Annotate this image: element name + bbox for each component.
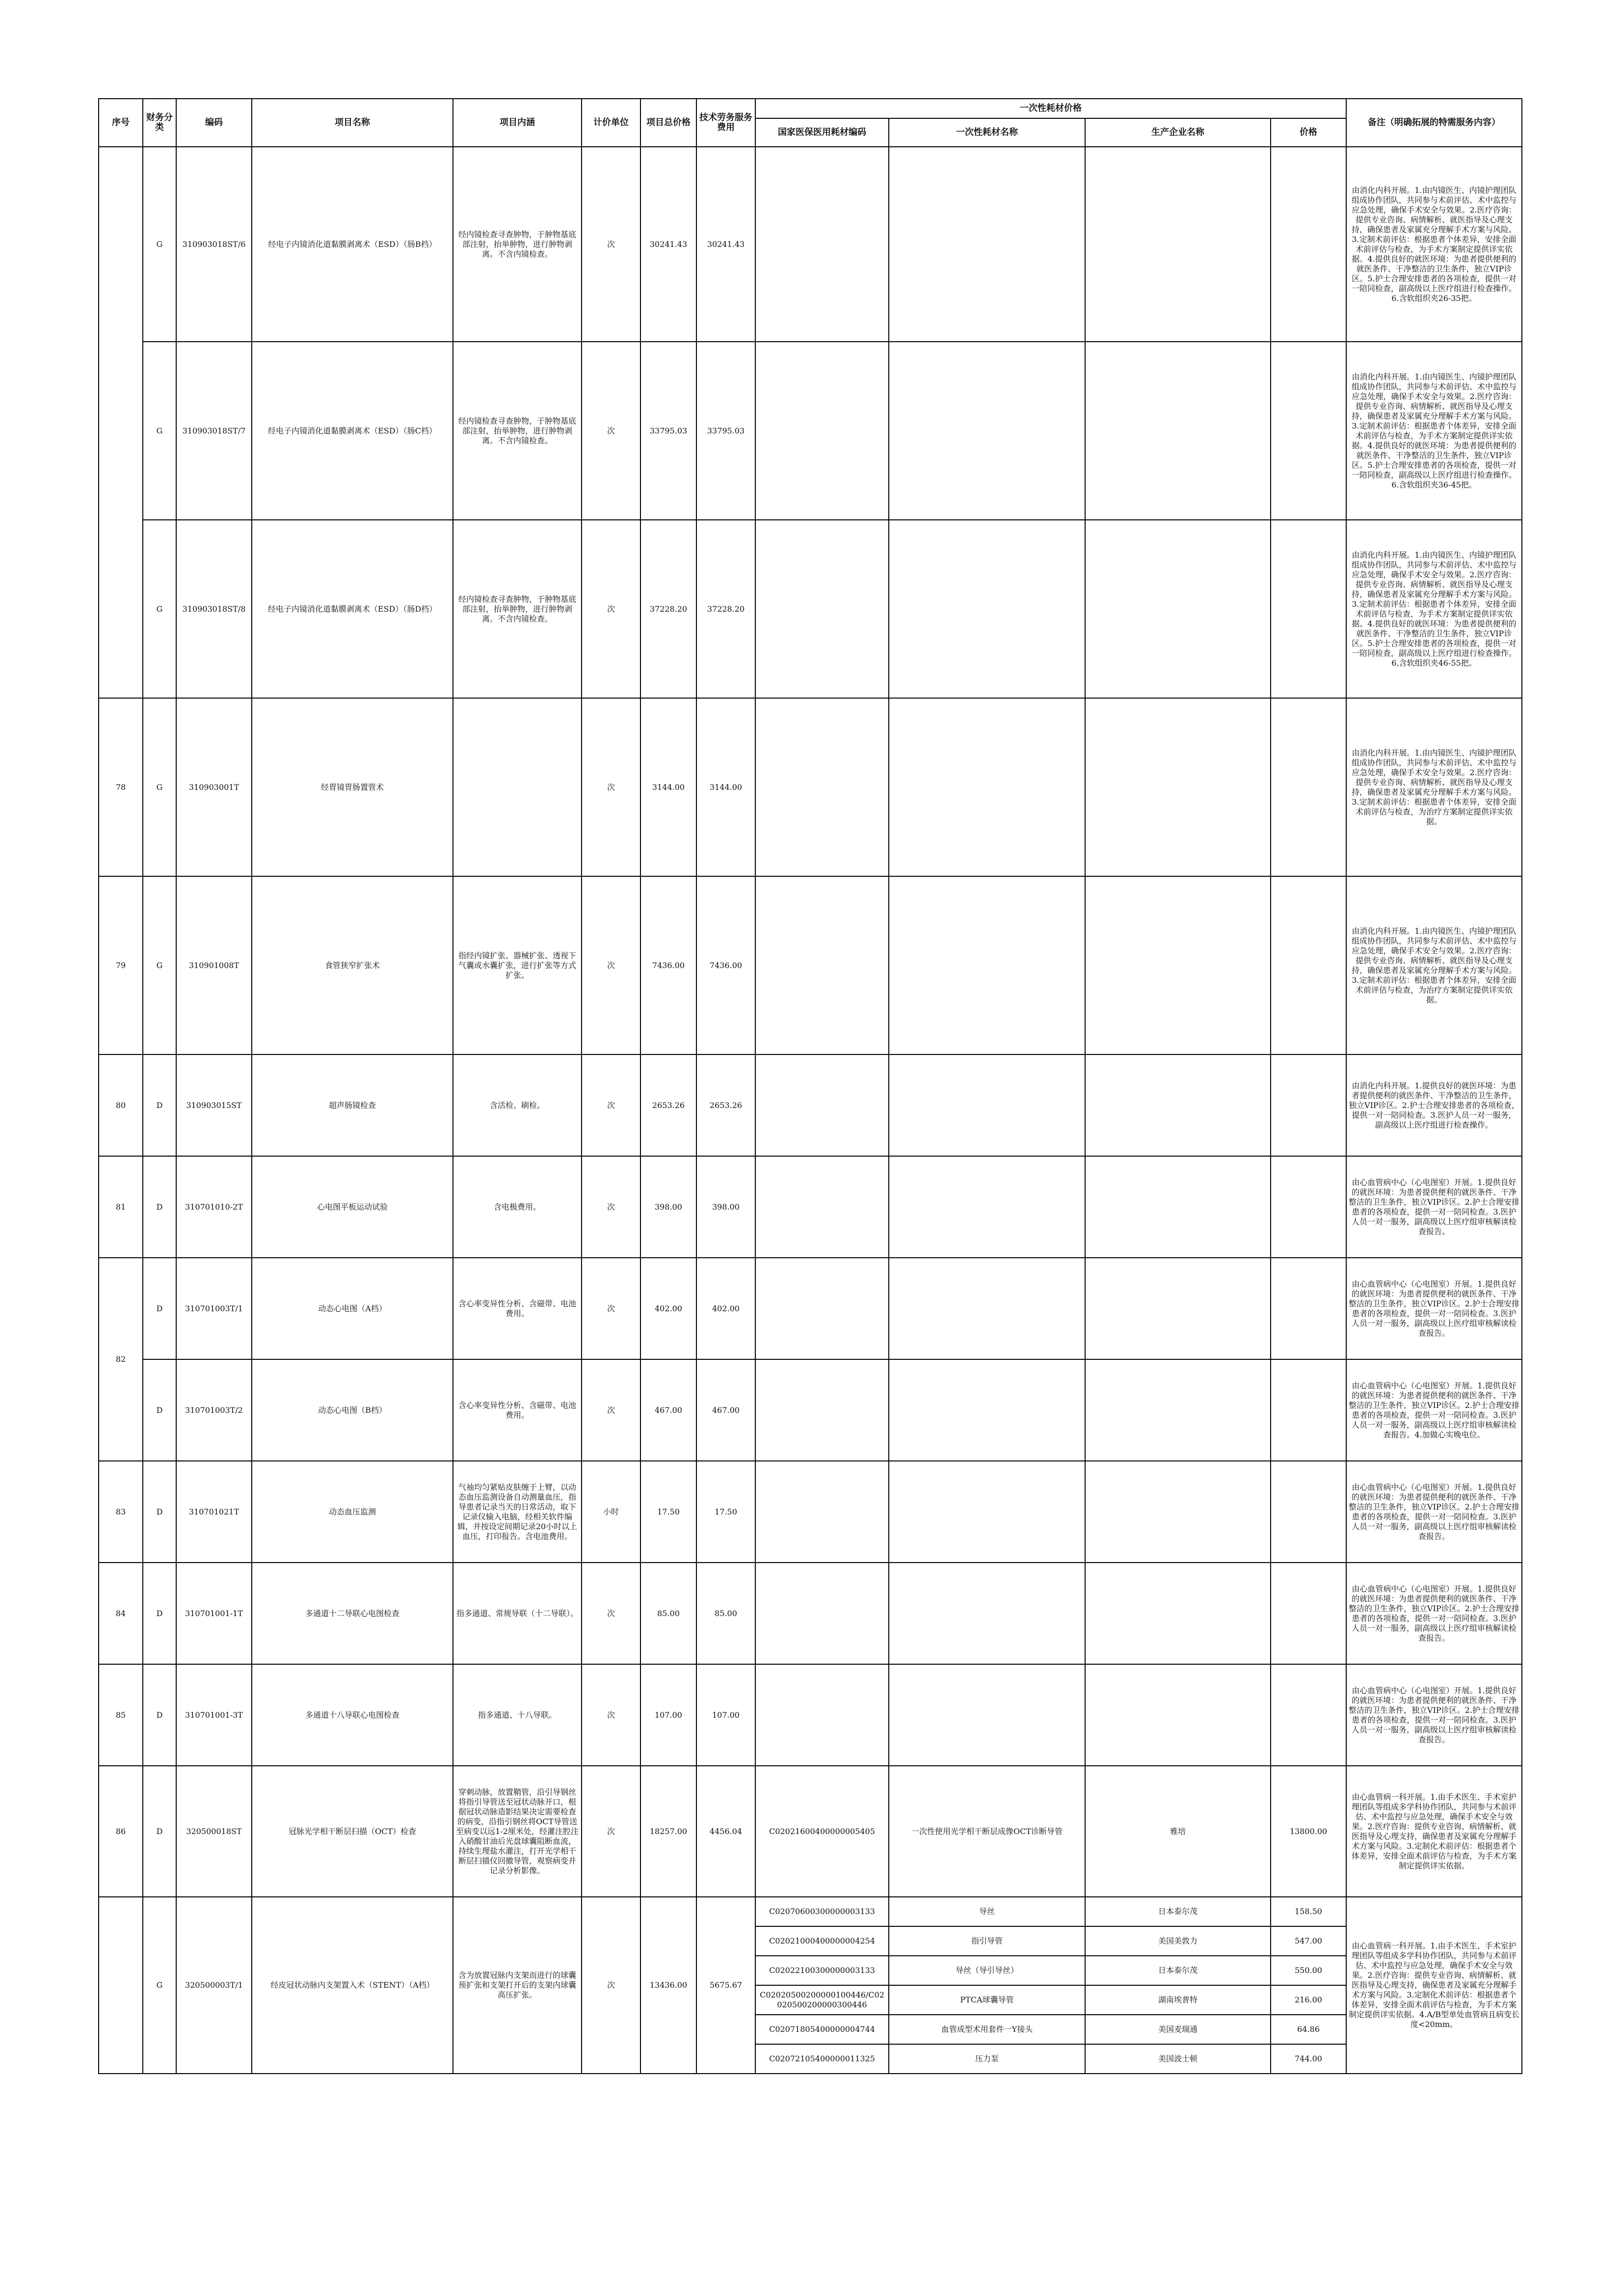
row-manufacturer: 美国波士顿	[1085, 2044, 1271, 2074]
row-code: 310701001-3T	[176, 1664, 252, 1766]
row-finance: G	[143, 1897, 176, 2074]
row-name: 心电图平板运动试验	[252, 1156, 453, 1258]
row-content: 指多通道、十八导联。	[453, 1664, 582, 1766]
row-content: 经内镜检查寻查肿物，于肿物基底部注射，抬举肿物，进行肿物剥离。不含内镜检查。	[453, 147, 582, 342]
row-nhsa-code: C02021000400000004254	[755, 1926, 889, 1956]
row-price: 550.00	[1271, 1956, 1346, 1985]
row-finance: G	[143, 876, 176, 1054]
row-nhsa-code: C02072105400000011325	[755, 2044, 889, 2074]
row-content: 指多通道、常规导联（十二导联）。	[453, 1563, 582, 1664]
row-name: 动态心电图（A档）	[252, 1258, 453, 1359]
row-content: 指经内镜扩张、器械扩张、透视下气囊或水囊扩张，进行扩张等方式扩张。	[453, 876, 582, 1054]
row-name: 经皮冠状动脉内支架置入术（STENT）（A档）	[252, 1897, 453, 2074]
row-code: 320500003T/1	[176, 1897, 252, 2074]
header-consumable-group: 一次性耗材价格	[755, 99, 1346, 118]
row-price	[1271, 1664, 1346, 1766]
row-price: 13800.00	[1271, 1766, 1346, 1897]
table-row	[99, 698, 1522, 876]
row-nhsa-code	[755, 1563, 889, 1664]
row-total: 85.00	[640, 1563, 696, 1664]
row-name: 经胃镜胃肠置管术	[252, 698, 453, 876]
row-seq: 78	[99, 698, 143, 876]
row-manufacturer	[1085, 1258, 1271, 1359]
row-code: 310903001T	[176, 698, 252, 876]
row-consumable-name: 指引导管	[889, 1926, 1085, 1956]
row-nhsa-code: C02071805400000004744	[755, 2015, 889, 2044]
row-labor: 37228.20	[696, 520, 755, 698]
row-name: 经电子内镜消化道黏膜剥离术（ESD）（肠D档）	[252, 520, 453, 698]
row-consumable-name	[889, 1359, 1085, 1461]
row-price	[1271, 147, 1346, 342]
row-manufacturer: 雅培	[1085, 1766, 1271, 1897]
table-row	[99, 1156, 1522, 1258]
row-finance: G	[143, 520, 176, 698]
row-nhsa-code	[755, 1664, 889, 1766]
row-unit: 次	[582, 1766, 640, 1897]
row-total: 107.00	[640, 1664, 696, 1766]
row-manufacturer	[1085, 1563, 1271, 1664]
header-code: 编码	[176, 99, 252, 147]
row-price: 547.00	[1271, 1926, 1346, 1956]
row-price	[1271, 342, 1346, 520]
row-unit: 次	[582, 698, 640, 876]
row-finance: D	[143, 1664, 176, 1766]
row-name: 食管狭窄扩张术	[252, 876, 453, 1054]
row-seq: 86	[99, 1766, 143, 1897]
row-nhsa-code: C02022100300000003133	[755, 1956, 889, 1985]
row-remark: 由消化内科开展。1.由内镜医生、内镜护理团队组成协作团队，共同参与术前评估、术中监控与应急处理，确保手术安全与效果。2.医疗咨询：提供专业咨询、病情解析、就医指导及心理支持，确保患者及家属充分理解手术方案与风险。3.定制术前评估：根据患者个体差异，安排全面术前评估与检查，为手术方案制定提供详实依据。4.提供良好的就医环境：为患者提供便利的就医条件、干净整洁的卫生条件，独立VIP诊区。5.护士合理安排患者的各项检查，提供一对一陪同检查，副高级以上医疗组进行检查操作。6.含软组织夹46-55把。	[1346, 520, 1522, 698]
row-unit: 次	[582, 876, 640, 1054]
row-finance: D	[143, 1766, 176, 1897]
row-finance: D	[143, 1258, 176, 1359]
row-nhsa-code	[755, 1054, 889, 1156]
table-row	[99, 876, 1522, 1054]
row-unit: 次	[582, 147, 640, 342]
row-nhsa-code	[755, 1359, 889, 1461]
row-name: 超声肠镜检查	[252, 1054, 453, 1156]
row-manufacturer	[1085, 876, 1271, 1054]
header-price: 价格	[1271, 118, 1346, 147]
row-content: 含活检、刷检。	[453, 1054, 582, 1156]
header-consumable-name: 一次性耗材名称	[889, 118, 1085, 147]
row-price	[1271, 1359, 1346, 1461]
row-content: 经内镜检查寻查肿物，于肿物基底部注射，抬举肿物，进行肿物剥离。不含内镜检查。	[453, 342, 582, 520]
row-manufacturer	[1085, 1054, 1271, 1156]
row-seq: 80	[99, 1054, 143, 1156]
row-total: 467.00	[640, 1359, 696, 1461]
row-price	[1271, 876, 1346, 1054]
row-remark: 由心血管病一科开展。1.由手术医生、手术室护理团队等组成多学科协作团队，共同参与术前评估、术中监控与应急处理，确保手术安全与效果。2.医疗咨询：提供专业咨询、病情解析、就医指导及心理支持，确保患者及家属充分理解手术方案与风险。3.定制化术前评估：根据患者个体差异，安排全面术前评估与检查，为手术方案制定提供详实依据。	[1346, 1766, 1522, 1897]
row-total: 402.00	[640, 1258, 696, 1359]
row-code: 310903018ST/8	[176, 520, 252, 698]
row-price: 216.00	[1271, 1985, 1346, 2015]
row-seq: 81	[99, 1156, 143, 1258]
row-manufacturer	[1085, 1156, 1271, 1258]
row-name: 多通道十八导联心电图检查	[252, 1664, 453, 1766]
row-total: 3144.00	[640, 698, 696, 876]
header-labor: 技术劳务服务费用	[696, 99, 755, 147]
row-content: 含心率变异性分析、含磁带、电池费用。	[453, 1258, 582, 1359]
row-seq: 82	[99, 1258, 143, 1461]
row-nhsa-code: C02070600300000003133	[755, 1897, 889, 1926]
row-name: 动态心电图（B档）	[252, 1359, 453, 1461]
row-manufacturer: 美国美敦力	[1085, 1926, 1271, 1956]
table-row	[99, 1258, 1522, 1359]
row-nhsa-code: C02021600400000005405	[755, 1766, 889, 1897]
row-unit: 次	[582, 1156, 640, 1258]
row-content: 经内镜检查寻查肿物，于肿物基底部注射，抬举肿物，进行肿物剥离。不含内镜检查。	[453, 520, 582, 698]
row-finance: G	[143, 342, 176, 520]
row-seq: 84	[99, 1563, 143, 1664]
row-content: 穿刺动脉，放置鞘管，沿引导钢丝将指引导管送至冠状动脉开口，根据冠状动脉造影结果决定需要检查的病变，沿指引钢丝将OCT导管送至病变以远1-2厘米处，经灌注腔注入硝酸甘油后光盘球囊阻断血流，持续生理盐水灌注，打开光学相干断层扫描仪回撤导管，观察病变并记录分析影像。	[453, 1766, 582, 1897]
row-total: 18257.00	[640, 1766, 696, 1897]
row-consumable-name: 血管成型术用套件一Y接头	[889, 2015, 1085, 2044]
row-nhsa-code	[755, 520, 889, 698]
row-manufacturer	[1085, 147, 1271, 342]
row-labor: 4456.04	[696, 1766, 755, 1897]
row-finance: G	[143, 147, 176, 342]
row-content: 气袖均匀紧贴皮肤缠于上臂，以动态血压监测设备自动测量血压，指导患者记录当天的日常活动，取下记录仪输入电脑，经相关软件编辑，并按设定间期记录20小时以上血压，打印报告。含电池费用。	[453, 1461, 582, 1563]
row-remark: 由心血管病中心（心电图室）开展。1.提供良好的就医环境：为患者提供便利的就医条件、干净整洁的卫生条件，独立VIP诊区。2.护士合理安排患者的各项检查，提供一对一陪同检查。3.医护人员一对一服务，副高级以上医疗组审核解读检查报告。	[1346, 1461, 1522, 1563]
row-nhsa-code	[755, 876, 889, 1054]
row-price	[1271, 1461, 1346, 1563]
row-code: 310901008T	[176, 876, 252, 1054]
row-name: 经电子内镜消化道黏膜剥离术（ESD）（肠C档）	[252, 342, 453, 520]
row-remark: 由消化内科开展。1.由内镜医生、内镜护理团队组成协作团队，共同参与术前评估、术中监控与应急处理，确保手术安全与效果。2.医疗咨询：提供专业咨询、病情解析、就医指导及心理支持，确保患者及家属充分理解手术方案与风险。3.定制术前评估：根据患者个体差异，安排全面术前评估与检查，为治疗方案制定提供详实依据。	[1346, 698, 1522, 876]
header-seq: 序号	[99, 99, 143, 147]
header-content: 项目内涵	[453, 99, 582, 147]
row-consumable-name: 导丝	[889, 1897, 1085, 1926]
row-consumable-name	[889, 1156, 1085, 1258]
table-row	[99, 1897, 1522, 1926]
row-labor: 7436.00	[696, 876, 755, 1054]
row-consumable-name	[889, 1461, 1085, 1563]
row-consumable-name	[889, 698, 1085, 876]
row-price	[1271, 1563, 1346, 1664]
row-labor: 107.00	[696, 1664, 755, 1766]
header-name: 项目名称	[252, 99, 453, 147]
price-table	[98, 98, 1522, 2074]
row-seq: 85	[99, 1664, 143, 1766]
row-finance: D	[143, 1563, 176, 1664]
row-remark: 由心血管病中心（心电图室）开展。1.提供良好的就医环境：为患者提供便利的就医条件、干净整洁的卫生条件，独立VIP诊区。2.护士合理安排患者的各项检查，提供一对一陪同检查。3.医护人员一对一服务，副高级以上医疗组审核解读检查报告。	[1346, 1563, 1522, 1664]
row-remark: 由消化内科开展。1.由内镜医生、内镜护理团队组成协作团队，共同参与术前评估、术中监控与应急处理，确保手术安全与效果。2.医疗咨询：提供专业咨询、病情解析、就医指导及心理支持，确保患者及家属充分理解手术方案与风险。3.定制术前评估：根据患者个体差异，安排全面术前评估与检查，为手术方案制定提供详实依据。4.提供良好的就医环境：为患者提供便利的就医条件、干净整洁的卫生条件，独立VIP诊区。5.护士合理安排患者的各项检查，提供一对一陪同检查，副高级以上医疗组进行检查操作。6.含软组织夹26-35把。	[1346, 147, 1522, 342]
row-price	[1271, 698, 1346, 876]
row-unit: 次	[582, 342, 640, 520]
row-name: 多通道十二导联心电图检查	[252, 1563, 453, 1664]
row-consumable-name	[889, 342, 1085, 520]
header-nhsa-code: 国家医保医用耗材编码	[755, 118, 889, 147]
row-total: 30241.43	[640, 147, 696, 342]
row-remark: 由心血管病中心（心电图室）开展。1.提供良好的就医环境：为患者提供便利的就医条件、干净整洁的卫生条件，独立VIP诊区。2.护士合理安排患者的各项检查，提供一对一陪同检查。3.医护人员一对一服务，副高级以上医疗组审核解读检查报告。4.加做心实晚电位。	[1346, 1359, 1522, 1461]
row-unit: 次	[582, 1563, 640, 1664]
header-remark: 备注（明确拓展的特需服务内容）	[1346, 99, 1522, 147]
row-consumable-name	[889, 1054, 1085, 1156]
header-manufacturer: 生产企业名称	[1085, 118, 1271, 147]
row-remark: 由心血管病一科开展。1.由手术医生、手术室护理团队等组成多学科协作团队，共同参与术前评估、术中监控与应急处理，确保手术安全与效果。2.医疗咨询：提供专业咨询、病情解析、就医指导及心理支持，确保患者及家属充分理解手术方案与风险。3.定制化术前评估：根据患者个体差异，安排全面术前评估与检查，为手术方案制定提供详实依据。4.A/B型单处血管病且病变长度<20mm。	[1346, 1897, 1522, 2074]
row-price	[1271, 1054, 1346, 1156]
row-manufacturer: 美国麦瑞通	[1085, 2015, 1271, 2044]
row-unit: 次	[582, 1359, 640, 1461]
row-price: 64.86	[1271, 2015, 1346, 2044]
row-name: 动态血压监测	[252, 1461, 453, 1563]
row-code: 310701001-1T	[176, 1563, 252, 1664]
row-manufacturer	[1085, 520, 1271, 698]
row-labor: 2653.26	[696, 1054, 755, 1156]
row-unit: 次	[582, 520, 640, 698]
row-total: 398.00	[640, 1156, 696, 1258]
row-name: 冠脉光学相干断层扫描（OCT）检查	[252, 1766, 453, 1897]
row-labor: 402.00	[696, 1258, 755, 1359]
row-unit: 次	[582, 1258, 640, 1359]
row-price	[1271, 1258, 1346, 1359]
row-total: 13436.00	[640, 1897, 696, 2074]
row-remark: 由心血管病中心（心电图室）开展。1.提供良好的就医环境：为患者提供便利的就医条件、干净整洁的卫生条件，独立VIP诊区。2.护士合理安排患者的各项检查，提供一对一陪同检查。3.医护人员一对一服务，副高级以上医疗组审核解读检查报告。	[1346, 1664, 1522, 1766]
header-unit: 计价单位	[582, 99, 640, 147]
row-unit: 小时	[582, 1461, 640, 1563]
table-row	[99, 1766, 1522, 1897]
table-row	[99, 147, 1522, 342]
table-row	[99, 1054, 1522, 1156]
row-remark: 由消化内科开展。1.由内镜医生、内镜护理团队组成协作团队，共同参与术前评估、术中监控与应急处理，确保手术安全与效果。2.医疗咨询：提供专业咨询、病情解析、就医指导及心理支持，确保患者及家属充分理解手术方案与风险。3.定制术前评估：根据患者个体差异，安排全面术前评估与检查，为治疗方案制定提供详实依据。	[1346, 876, 1522, 1054]
row-labor: 85.00	[696, 1563, 755, 1664]
row-code: 320500018ST	[176, 1766, 252, 1897]
row-remark: 由心血管病中心（心电图室）开展。1.提供良好的就医环境：为患者提供便利的就医条件、干净整洁的卫生条件，独立VIP诊区。2.护士合理安排患者的各项检查，提供一对一陪同检查。3.医护人员一对一服务，副高级以上医疗组审核解读检查报告。	[1346, 1258, 1522, 1359]
row-nhsa-code	[755, 147, 889, 342]
row-manufacturer	[1085, 342, 1271, 520]
row-manufacturer	[1085, 698, 1271, 876]
row-price: 158.50	[1271, 1897, 1346, 1926]
row-code: 310903015ST	[176, 1054, 252, 1156]
table-row	[99, 342, 1522, 520]
row-price: 744.00	[1271, 2044, 1346, 2074]
row-labor: 17.50	[696, 1461, 755, 1563]
row-consumable-name	[889, 520, 1085, 698]
table-row	[99, 1359, 1522, 1461]
row-manufacturer: 湖南埃普特	[1085, 1985, 1271, 2015]
row-nhsa-code	[755, 342, 889, 520]
row-remark: 由心血管病中心（心电图室）开展。1.提供良好的就医环境：为患者提供便利的就医条件、干净整洁的卫生条件，独立VIP诊区。2.护士合理安排患者的各项检查，提供一对一陪同检查。3.医护人员一对一服务，副高级以上医疗组审核解读检查报告。	[1346, 1156, 1522, 1258]
row-code: 310701010-2T	[176, 1156, 252, 1258]
row-labor: 3144.00	[696, 698, 755, 876]
row-consumable-name	[889, 1664, 1085, 1766]
header-total: 项目总价格	[640, 99, 696, 147]
row-consumable-name: 导丝（导引导丝）	[889, 1956, 1085, 1985]
row-name: 经电子内镜消化道黏膜剥离术（ESD）（肠B档）	[252, 147, 453, 342]
row-labor: 398.00	[696, 1156, 755, 1258]
row-content: 含电极费用。	[453, 1156, 582, 1258]
row-consumable-name	[889, 1563, 1085, 1664]
row-finance: D	[143, 1054, 176, 1156]
row-remark: 由消化内科开展。1.提供良好的就医环境：为患者提供便利的就医条件、干净整洁的卫生条件，独立VIP诊区。2.护士合理安排患者的各项检查，提供一对一陪同检查。3.医护人员一对一服务，副高级以上医疗组进行检查操作。	[1346, 1054, 1522, 1156]
row-nhsa-code	[755, 1156, 889, 1258]
row-code: 310701003T/2	[176, 1359, 252, 1461]
row-unit: 次	[582, 1054, 640, 1156]
table-row	[99, 1563, 1522, 1664]
row-seq	[99, 147, 143, 698]
row-nhsa-code	[755, 698, 889, 876]
row-finance: D	[143, 1461, 176, 1563]
row-price	[1271, 520, 1346, 698]
row-finance: G	[143, 698, 176, 876]
row-nhsa-code	[755, 1461, 889, 1563]
row-manufacturer: 日本泰尔茂	[1085, 1956, 1271, 1985]
row-price	[1271, 1156, 1346, 1258]
row-nhsa-code	[755, 1258, 889, 1359]
table-row	[99, 1664, 1522, 1766]
row-content	[453, 698, 582, 876]
row-remark: 由消化内科开展。1.由内镜医生、内镜护理团队组成协作团队，共同参与术前评估、术中监控与应急处理，确保手术安全与效果。2.医疗咨询：提供专业咨询、病情解析、就医指导及心理支持，确保患者及家属充分理解手术方案与风险。3.定制术前评估：根据患者个体差异，安排全面术前评估与检查，为手术方案制定提供详实依据。4.提供良好的就医环境：为患者提供便利的就医条件、干净整洁的卫生条件，独立VIP诊区。5.护士合理安排患者的各项检查，提供一对一陪同检查，副高级以上医疗组进行检查操作。6.含软组织夹36-45把。	[1346, 342, 1522, 520]
row-consumable-name	[889, 1258, 1085, 1359]
row-code: 310701021T	[176, 1461, 252, 1563]
row-manufacturer	[1085, 1664, 1271, 1766]
row-seq: 83	[99, 1461, 143, 1563]
row-manufacturer	[1085, 1359, 1271, 1461]
row-content: 含心率变异性分析、含磁带、电池费用。	[453, 1359, 582, 1461]
row-total: 37228.20	[640, 520, 696, 698]
row-unit: 次	[582, 1664, 640, 1766]
row-consumable-name: 一次性使用光学相干断层成像OCT诊断导管	[889, 1766, 1085, 1897]
row-labor: 30241.43	[696, 147, 755, 342]
row-consumable-name: 压力泵	[889, 2044, 1085, 2074]
row-finance: D	[143, 1359, 176, 1461]
row-seq: 79	[99, 876, 143, 1054]
row-total: 17.50	[640, 1461, 696, 1563]
row-consumable-name: PTCA球囊导管	[889, 1985, 1085, 2015]
row-content: 含为放置冠脉内支架而进行的球囊预扩张和支架打开后的支架内球囊高压扩张。	[453, 1897, 582, 2074]
row-consumable-name	[889, 147, 1085, 342]
row-labor: 467.00	[696, 1359, 755, 1461]
row-seq	[99, 1897, 143, 2074]
row-code: 310701003T/1	[176, 1258, 252, 1359]
row-code: 310903018ST/7	[176, 342, 252, 520]
header-finance: 财务分类	[143, 99, 176, 147]
row-nhsa-code: C02020500200000100446/C02020500200000300446	[755, 1985, 889, 2015]
row-manufacturer: 日本泰尔茂	[1085, 1897, 1271, 1926]
row-code: 310903018ST/6	[176, 147, 252, 342]
row-total: 33795.03	[640, 342, 696, 520]
row-manufacturer	[1085, 1461, 1271, 1563]
row-consumable-name	[889, 876, 1085, 1054]
table-row	[99, 1461, 1522, 1563]
row-labor: 5675.67	[696, 1897, 755, 2074]
row-unit: 次	[582, 1897, 640, 2074]
table-row	[99, 520, 1522, 698]
row-total: 7436.00	[640, 876, 696, 1054]
row-labor: 33795.03	[696, 342, 755, 520]
row-total: 2653.26	[640, 1054, 696, 1156]
row-finance: D	[143, 1156, 176, 1258]
